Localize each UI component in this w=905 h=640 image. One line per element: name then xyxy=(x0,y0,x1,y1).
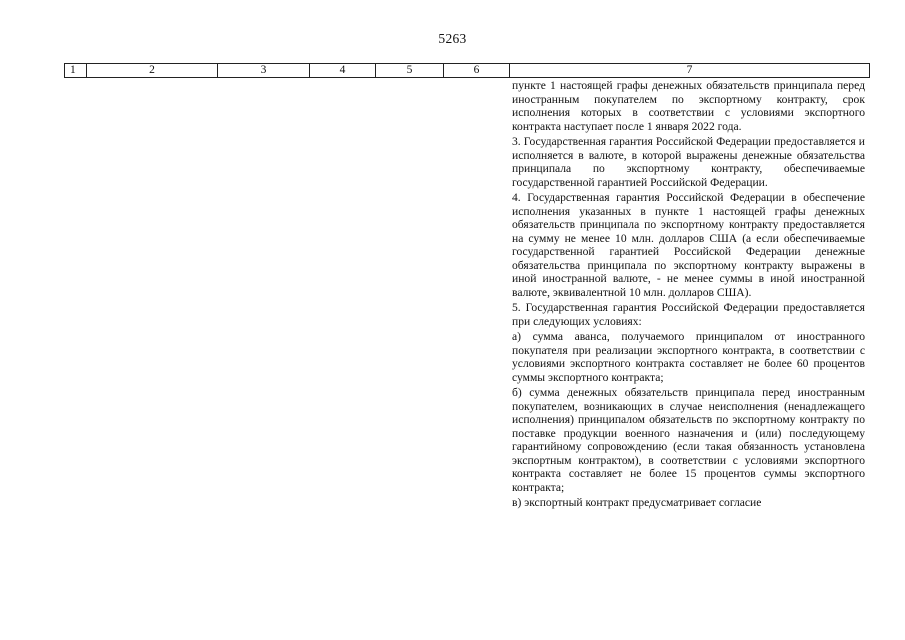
column-header-1: 1 xyxy=(65,64,87,78)
paragraph: б) сумма денежных обязательств принципала перед иностранным покупателем, возникающих в случае неисполнения (ненадлежащего исполнения) принципалом обязательств по экспортному контракту по поставке продукции военного назначения и (или) последующему гарантийному сопровождению (если такая обязанность установлена экспортным контрактом), в соответствии с условиями экспортного контракта составляет не более 15 процентов суммы экспортного контракта; xyxy=(512,386,865,494)
column-header-6: 6 xyxy=(444,64,510,78)
paragraph: пункте 1 настоящей графы денежных обязательств принципала перед иностранным покупателем по экспортному контракту, срок исполнения которых в соответствии с условиями экспортного контракта наступает после 1 января 2022 года. xyxy=(512,79,865,133)
column-header-4: 4 xyxy=(310,64,376,78)
paragraph: 5. Государственная гарантия Российской Федерации предоставляется при следующих условиях: xyxy=(512,301,865,328)
column-header-3: 3 xyxy=(218,64,310,78)
paragraph: а) сумма аванса, получаемого принципалом от иностранного покупателя при реализации экспортного контракта, в соответствии с условиями экспортного контракта составляет не более 60 процентов суммы экспортного контракта; xyxy=(512,330,865,384)
column-header-5: 5 xyxy=(376,64,444,78)
column-header-2: 2 xyxy=(87,64,218,78)
paragraph: 3. Государственная гарантия Российской Федерации предоставляется и исполняется в валюте, в которой выражены денежные обязательства принципала по экспортному контракту, обеспечиваемые государственной гарантией Российской Федерации. xyxy=(512,134,865,189)
column-header-7: 7 xyxy=(510,64,870,78)
paragraph: 4. Государственная гарантия Российской Федерации в обеспечение исполнения указанных в пункте 1 настоящей графы денежных обязательств принципала по экспортному контракту предоставляется на сумму не менее 10 млн. долларов США (а если обеспечиваемые государственной гарантией Российской Федерации денежные обязательства принципала по экспортному контракту выражены в иной иностранной валюте, - не менее суммы в иной иностранной валюте, эквивалентной 10 млн. долларов США). xyxy=(512,190,865,299)
column-7-text xyxy=(512,79,865,512)
paragraph: в) экспортный контракт предусматривает согласие xyxy=(512,496,762,510)
column-number-header xyxy=(64,63,870,78)
page-number: 5263 xyxy=(438,31,467,46)
